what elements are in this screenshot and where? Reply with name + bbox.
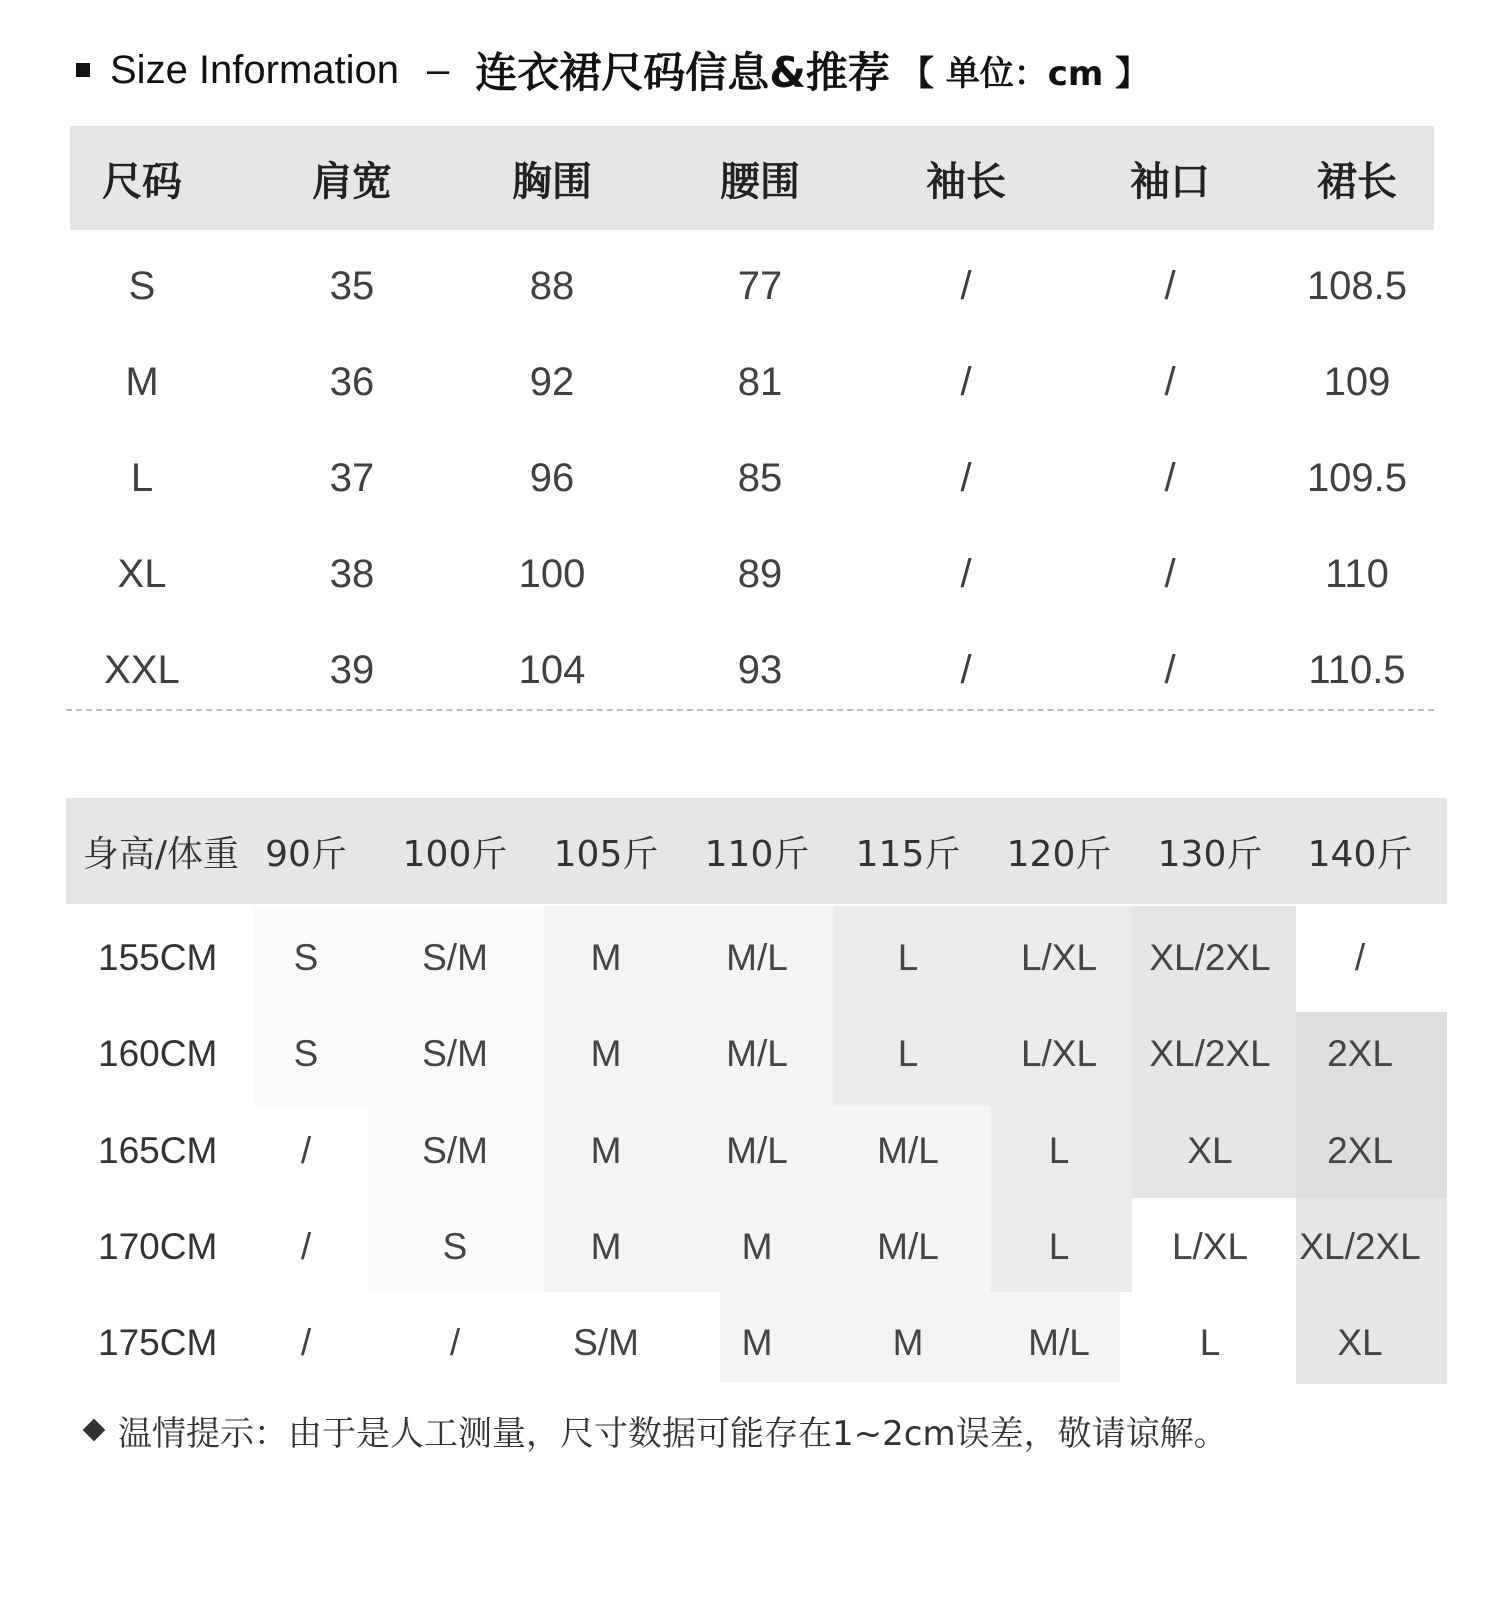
size-measurement: / (1164, 455, 1176, 500)
recommended-size-cell: M (892, 1322, 924, 1363)
weight-header-cell: 140斤 (1307, 833, 1413, 875)
recommended-size-cell: S/M (422, 1130, 488, 1171)
weight-header-cell: 115斤 (855, 833, 961, 875)
recommended-size-cell: / (1354, 937, 1366, 978)
size-measurement: 85 (737, 455, 783, 500)
dashed-divider (66, 709, 1434, 711)
diamond-bullet-icon (83, 1419, 106, 1442)
height-row-label: 160CM (98, 1033, 218, 1074)
size-table-header-cell: 袖口 (1130, 158, 1210, 205)
title-english: Size Information (110, 47, 400, 92)
recommended-size-cell: L (897, 937, 919, 978)
height-row-label: 165CM (98, 1130, 218, 1171)
size-label: L (130, 455, 154, 500)
size-measurement: / (1164, 359, 1176, 404)
recommended-size-cell: M (590, 1226, 622, 1267)
recommended-size-cell: S/M (573, 1322, 639, 1363)
size-measurement: 109.5 (1306, 455, 1408, 500)
size-table-header-cell: 尺码 (102, 158, 182, 205)
size-table-header-cell: 腰围 (720, 158, 800, 205)
recommended-size-cell: 2XL (1327, 1130, 1393, 1171)
size-table-header-cell: 胸围 (512, 158, 592, 205)
recommended-size-cell: L/XL (1171, 1226, 1249, 1267)
recommended-size-cell: XL (1187, 1130, 1233, 1171)
square-bullet-icon (76, 63, 90, 77)
recommended-size-cell: M/L (877, 1226, 939, 1267)
size-measurement: / (1164, 263, 1176, 308)
recommended-size-cell: / (300, 1322, 312, 1363)
size-measurement: 109 (1323, 359, 1391, 404)
recommended-size-cell: S/M (422, 1033, 488, 1074)
size-table-header-cell: 肩宽 (312, 158, 392, 205)
size-measurement: 81 (737, 359, 783, 404)
recommended-size-cell: L (1048, 1226, 1070, 1267)
height-row-label: 170CM (98, 1226, 218, 1267)
recommended-size-cell: / (300, 1226, 312, 1267)
size-measurement: / (960, 263, 972, 308)
recommended-size-cell: L (1199, 1322, 1221, 1363)
recommended-size-cell: XL/2XL (1149, 937, 1271, 978)
weight-header-cell: 90斤 (265, 833, 347, 875)
size-measurement: 36 (329, 359, 375, 404)
recommended-size-cell: S (293, 937, 319, 978)
recommended-size-cell: / (449, 1322, 461, 1363)
recommend-corner-header: 身高/体重 (82, 833, 240, 875)
recommended-size-cell: 2XL (1327, 1033, 1393, 1074)
size-measurement: 88 (529, 263, 575, 308)
size-measurement: 89 (737, 551, 783, 596)
weight-header-cell: 110斤 (704, 833, 810, 875)
size-measurement: 38 (329, 551, 375, 596)
recommended-size-cell: M/L (726, 1033, 788, 1074)
size-measurement: 100 (518, 551, 586, 596)
size-label: XL (117, 551, 167, 596)
size-measurement: 110.5 (1308, 647, 1406, 692)
size-measurement: 110 (1325, 551, 1389, 596)
size-measurement: / (1164, 551, 1176, 596)
size-measurement: / (960, 647, 972, 692)
recommended-size-cell: M/L (726, 937, 788, 978)
tip-note-text: 温情提示：由于是人工测量，尺寸数据可能存在1~2cm误差，敬请谅解。 (118, 1413, 1228, 1454)
size-measurement: 104 (518, 647, 586, 692)
recommended-size-cell: S/M (422, 937, 488, 978)
recommended-size-cell: S (293, 1033, 319, 1074)
size-label: M (125, 359, 159, 404)
weight-header-cell: 130斤 (1157, 833, 1263, 875)
recommended-size-cell: XL/2XL (1149, 1033, 1271, 1074)
size-label: S (128, 263, 156, 308)
recommended-size-cell: L (1048, 1130, 1070, 1171)
recommended-size-cell: M/L (877, 1130, 939, 1171)
height-row-label: 155CM (98, 937, 218, 978)
title-dash: – (427, 47, 450, 92)
recommended-size-cell: M (741, 1226, 773, 1267)
size-measurement: 92 (529, 359, 575, 404)
size-label: XXL (104, 647, 180, 692)
recommended-size-cell: S (442, 1226, 468, 1267)
size-measurement: 93 (737, 647, 783, 692)
size-measurement: / (960, 551, 972, 596)
size-measurement: 35 (329, 263, 375, 308)
size-measurement: 108.5 (1306, 263, 1408, 308)
height-row-label: 175CM (98, 1322, 218, 1363)
size-measurement: 77 (737, 263, 783, 308)
recommended-size-cell: L/XL (1020, 1033, 1098, 1074)
recommended-size-cell: L/XL (1020, 937, 1098, 978)
recommended-size-cell: XL (1337, 1322, 1383, 1363)
weight-header-cell: 120斤 (1006, 833, 1112, 875)
tip-note (82, 1400, 1228, 1460)
recommended-size-cell: M (741, 1322, 773, 1363)
weight-header-cell: 100斤 (402, 833, 508, 875)
size-table-header-cell: 袖长 (926, 158, 1006, 205)
weight-header-cell: 105斤 (553, 833, 659, 875)
title-chinese: 连衣裙尺码信息&推荐 (475, 48, 890, 97)
recommended-size-cell: M/L (1028, 1322, 1090, 1363)
size-table-header-cell: 裙长 (1317, 158, 1397, 205)
title-unit: 【 单位：cm 】 (899, 53, 1150, 94)
size-measurement: / (960, 359, 972, 404)
recommended-size-cell: M (590, 937, 622, 978)
recommended-size-cell: XL/2XL (1299, 1226, 1421, 1267)
recommended-size-cell: L (897, 1033, 919, 1074)
recommended-size-cell: M/L (726, 1130, 788, 1171)
recommended-size-cell: M (590, 1033, 622, 1074)
size-measurement: 96 (529, 455, 575, 500)
recommended-size-cell: / (300, 1130, 312, 1171)
page-title (76, 40, 1149, 100)
size-measurement: 37 (329, 455, 375, 500)
recommended-size-cell: M (590, 1130, 622, 1171)
size-measurement: 39 (329, 647, 375, 692)
size-measurement: / (1164, 647, 1176, 692)
size-measurement: / (960, 455, 972, 500)
